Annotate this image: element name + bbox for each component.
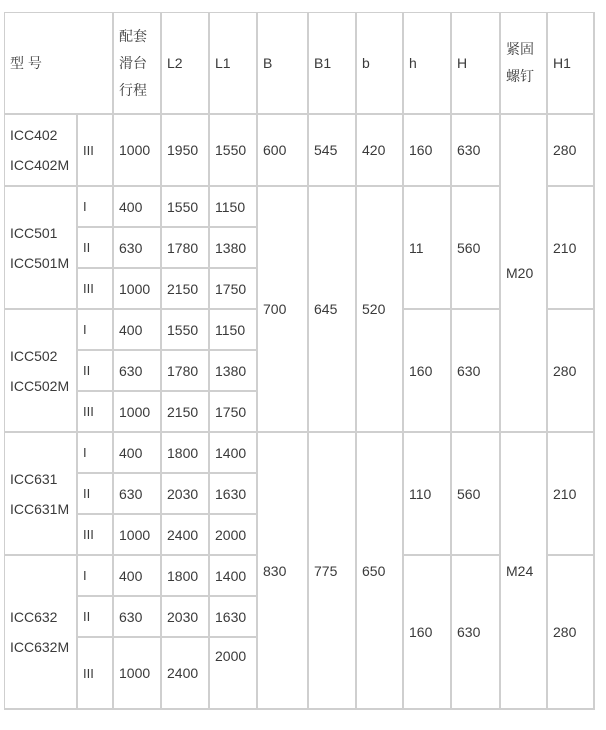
header-travel-line: 滑台 [119,54,148,71]
travel-cell: 400 [114,310,162,351]
b-lower-cell: 420 [357,115,404,187]
model-name: ICC632 [10,609,58,625]
l1-cell: 1550 [210,115,258,187]
l1-cell: 2000 [210,638,258,710]
l2-cell: 1780 [162,228,210,269]
model-name: ICC502M [10,377,70,394]
header-b-upper: B [258,13,309,115]
l2-cell: 1950 [162,115,210,187]
header-b-lower: b [357,13,404,115]
b-upper-cell: 600 [258,115,309,187]
mode-cell: I [78,187,114,228]
l1-cell: 1750 [210,392,258,433]
b1-cell: 645 [309,187,357,433]
l1-cell: 1630 [210,474,258,515]
h1-cell: 210 [548,187,595,310]
l1-cell: 1750 [210,269,258,310]
header-row [5,13,595,115]
h1-cell: 210 [548,433,595,556]
table-row [5,433,595,474]
b1-cell: 775 [309,433,357,710]
l1-cell: 1400 [210,556,258,597]
header-h1: H1 [548,13,595,115]
model-cell [5,310,78,433]
h-lower-cell: 160 [404,310,452,433]
mode-cell: I [78,556,114,597]
l1-cell: 2000 [210,515,258,556]
h-upper-cell: 630 [452,556,501,710]
header-l1: L1 [210,13,258,115]
l2-cell: 1800 [162,556,210,597]
travel-cell: 630 [114,597,162,638]
travel-cell: 400 [114,187,162,228]
l1-cell: 1380 [210,228,258,269]
mode-cell: III [78,638,114,710]
mode-cell: III [78,392,114,433]
model-cell [5,433,78,556]
travel-cell: 1000 [114,392,162,433]
h-lower-cell: 160 [404,556,452,710]
b-upper-cell: 700 [258,187,309,433]
h-lower-cell: 11 [404,187,452,310]
h1-cell: 280 [548,115,595,187]
dimension-table [4,12,595,710]
model-name: ICC402M [10,157,70,173]
bolt-cell: M24 [501,433,548,710]
h-upper-cell: 560 [452,187,501,310]
model-cell [5,556,78,710]
travel-cell: 400 [114,556,162,597]
mode-cell: III [78,515,114,556]
h-lower-cell: 110 [404,433,452,556]
header-travel [114,13,162,115]
l1-cell: 1150 [210,187,258,228]
l1-cell: 1150 [210,310,258,351]
b-upper-cell: 830 [258,433,309,710]
l2-cell: 1800 [162,433,210,474]
table-row [5,115,595,187]
travel-cell: 1000 [114,515,162,556]
mode-cell: II [78,351,114,392]
mode-cell: I [78,433,114,474]
l1-cell: 1630 [210,597,258,638]
mode-cell: III [78,115,114,187]
header-b1: B1 [309,13,357,115]
l2-cell: 2030 [162,474,210,515]
header-l2: L2 [162,13,210,115]
mode-cell: II [78,597,114,638]
header-bolt-line: 螺钉 [506,68,535,84]
l2-cell: 2150 [162,269,210,310]
mode-cell: I [78,310,114,351]
model-cell [5,187,78,310]
b-lower-cell: 520 [357,187,404,433]
mode-cell: III [78,269,114,310]
travel-cell: 630 [114,228,162,269]
travel-cell: 630 [114,474,162,515]
l2-cell: 2150 [162,392,210,433]
l1-cell: 1380 [210,351,258,392]
model-name: ICC632M [10,639,70,655]
l2-cell: 2400 [162,515,210,556]
model-name: ICC402 [10,127,58,143]
bolt-cell: M20 [501,115,548,433]
h-upper-cell: 630 [452,310,501,433]
model-name: ICC631 [10,470,58,487]
l2-cell: 1550 [162,310,210,351]
header-travel-line: 配套 [119,27,148,44]
h1-cell: 280 [548,556,595,710]
header-h-upper: H [452,13,501,115]
h1-cell: 280 [548,310,595,433]
l1-cell: 1400 [210,433,258,474]
header-bolt-line: 紧固 [506,41,535,57]
travel-cell: 630 [114,351,162,392]
mode-cell: II [78,228,114,269]
travel-cell: 1000 [114,638,162,710]
l2-cell: 1550 [162,187,210,228]
travel-cell: 1000 [114,269,162,310]
model-cell [5,115,78,187]
h-upper-cell: 630 [452,115,501,187]
b1-cell: 545 [309,115,357,187]
header-h-lower: h [404,13,452,115]
model-name: ICC501 [10,224,58,241]
mode-cell: II [78,474,114,515]
header-travel-line: 行程 [119,81,148,98]
model-name: ICC631M [10,500,70,517]
h-upper-cell: 560 [452,433,501,556]
header-bolt [501,13,548,115]
header-model: 型 号 [5,13,114,115]
l2-cell: 2030 [162,597,210,638]
model-name: ICC502 [10,347,58,364]
l2-cell: 2400 [162,638,210,710]
model-name: ICC501M [10,254,70,271]
travel-cell: 400 [114,433,162,474]
l2-cell: 1780 [162,351,210,392]
b-lower-cell: 650 [357,433,404,710]
h-lower-cell: 160 [404,115,452,187]
travel-cell: 1000 [114,115,162,187]
